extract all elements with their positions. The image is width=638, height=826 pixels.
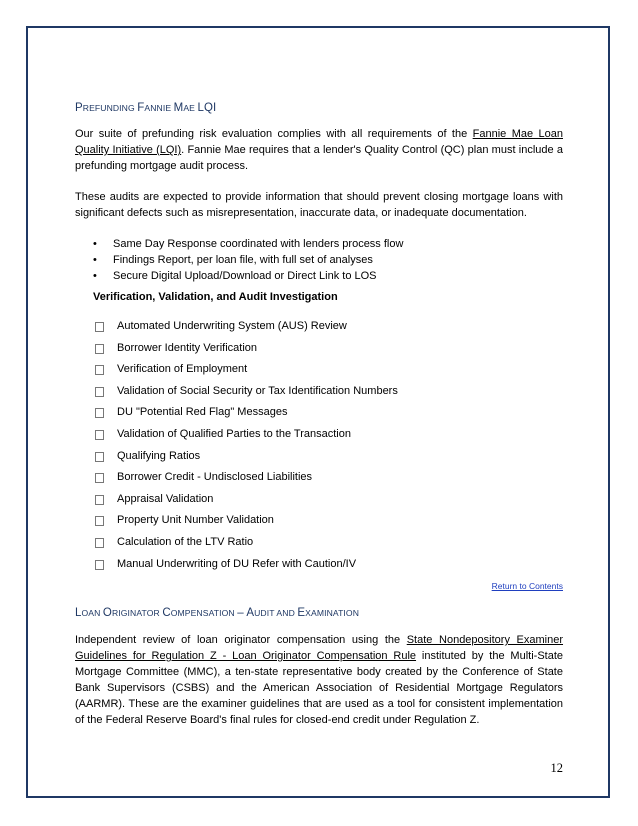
- heading-small: RIGINATOR: [111, 608, 163, 618]
- heading-cap: L: [75, 607, 82, 619]
- heading-small: ANNIE: [144, 103, 174, 113]
- heading-cap: LQI: [197, 102, 217, 114]
- heading-part: [75, 102, 137, 114]
- page-number: 12: [550, 761, 563, 775]
- heading-cap: M: [173, 102, 184, 114]
- checklist-item-label: Property Unit Number Validation: [117, 514, 274, 527]
- checkbox-icon: [95, 516, 104, 526]
- checklist-item: [95, 448, 398, 470]
- prefunding-paragraph: [75, 126, 563, 174]
- list-item-text: Findings Report, per loan file, with full set of analyses: [113, 254, 373, 266]
- checkbox-icon: [95, 344, 104, 354]
- verification-subheading: Verification, Validation, and Audit Investigation: [93, 291, 338, 303]
- checklist-item: [95, 340, 398, 362]
- heading-small: UDIT AND: [254, 608, 298, 618]
- heading-part: [75, 607, 103, 619]
- heading-small: AE: [183, 103, 198, 113]
- heading-cap: O: [102, 607, 112, 619]
- list-item-text: Secure Digital Upload/Download or Direct Link to LOS: [113, 270, 377, 282]
- checklist-item: [95, 404, 398, 426]
- heading-part: [198, 102, 217, 114]
- checkbox-icon: [95, 387, 104, 397]
- list-item: [93, 236, 403, 252]
- list-item: [93, 252, 403, 268]
- checklist-item: [95, 491, 398, 513]
- heading-cap: – A: [237, 607, 255, 619]
- checkbox-icon: [95, 495, 104, 505]
- verification-checklist: [95, 318, 398, 577]
- checklist-item-label: Calculation of the LTV Ratio: [117, 535, 254, 548]
- checklist-item-label: Verification of Employment: [117, 363, 248, 376]
- checklist-item: [95, 534, 398, 556]
- checklist-item-label: Borrower Identity Verification: [117, 341, 258, 354]
- heading-small: OMPENSATION: [170, 608, 238, 618]
- checklist-item: [95, 361, 398, 383]
- checklist-item: [95, 426, 398, 448]
- section-heading-lo-compensation: [75, 605, 359, 621]
- checkbox-icon: [95, 430, 104, 440]
- section-heading-prefunding: [75, 100, 216, 116]
- checkbox-icon: [95, 365, 104, 375]
- checklist-item-label: Validation of Social Security or Tax Identification Numbers: [117, 384, 398, 397]
- heading-cap: F: [137, 102, 145, 114]
- checkbox-icon: [95, 452, 104, 462]
- heading-small: OAN: [81, 608, 103, 618]
- para-text: instituted by the Multi-State Mortgage Committee (MMC), a ten-state representative body created by the Conference of State Bank Supervisors (CSBS) and the American Association of Residential Mortgage Regulators (AARMR). These are the examiner guidelines that are used as a tool for consistent implementation of the Federal Reserve Board's final rules for closed-end credit under Regulation Z.: [75, 650, 563, 726]
- feature-bullet-list: [93, 236, 403, 284]
- bullet-icon: •: [93, 254, 97, 266]
- heading-cap: P: [75, 102, 83, 114]
- lo-compensation-paragraph: [75, 632, 563, 728]
- checklist-item-label: Automated Underwriting System (AUS) Review: [117, 320, 347, 332]
- heading-small: REFUNDING: [82, 103, 138, 113]
- para-text: Our suite of prefunding risk evaluation complies with all requirements of the: [75, 128, 473, 140]
- checkbox-icon: [95, 473, 104, 483]
- bullet-icon: •: [93, 270, 97, 282]
- checkbox-icon: [95, 538, 104, 548]
- heading-part: [137, 102, 173, 114]
- checklist-item-label: Manual Underwriting of DU Refer with Caution/IV: [117, 557, 357, 570]
- heading-small: XAMINATION: [305, 608, 359, 618]
- heading-cap: C: [162, 607, 171, 619]
- heading-part: [162, 607, 237, 619]
- checklist-item: [95, 469, 398, 491]
- checklist-item-label: Qualifying Ratios: [117, 449, 201, 462]
- checkbox-icon: [95, 322, 104, 332]
- return-to-contents-link[interactable]: Return to Contents: [491, 581, 563, 591]
- checklist-item-label: Appraisal Validation: [117, 492, 214, 505]
- checkbox-icon: [95, 560, 104, 570]
- heading-cap: E: [297, 607, 306, 619]
- examiner-guidelines-link[interactable]: State Nondepository Examiner Guidelines for Regulation Z - Loan Originator Compensation Rule: [75, 634, 564, 662]
- checklist-item: [95, 512, 398, 534]
- para-text: Independent review of loan originator compensation using the: [75, 634, 407, 646]
- checkbox-icon: [95, 408, 104, 418]
- para-text: . Fannie Mae requires that a lender's Quality Control (QC) plan must include a prefunding mortgage audit process.: [75, 144, 563, 172]
- checklist-item-label: Validation of Qualified Parties to the Transaction: [117, 427, 351, 440]
- bullet-icon: •: [93, 238, 97, 250]
- list-item: [93, 268, 403, 284]
- checklist-item-label: DU "Potential Red Flag" Messages: [117, 406, 288, 419]
- heading-part: [297, 607, 359, 619]
- audits-paragraph: These audits are expected to provide information that should prevent closing mortgage loans with significant defects such as misrepresentation, inaccurate data, or inadequate documentation.: [75, 191, 563, 219]
- heading-part: [237, 607, 297, 619]
- checklist-item: [95, 383, 398, 405]
- checklist-item: [95, 556, 398, 578]
- checklist-item: [95, 318, 398, 340]
- list-item-text: Same Day Response coordinated with lenders process flow: [113, 238, 404, 250]
- heading-part: [174, 102, 198, 114]
- checklist-item-label: Borrower Credit - Undisclosed Liabilities: [117, 471, 313, 484]
- fannie-mae-lqi-link[interactable]: Fannie Mae Loan Quality Initiative (LQI): [75, 128, 563, 156]
- heading-part: [103, 607, 162, 619]
